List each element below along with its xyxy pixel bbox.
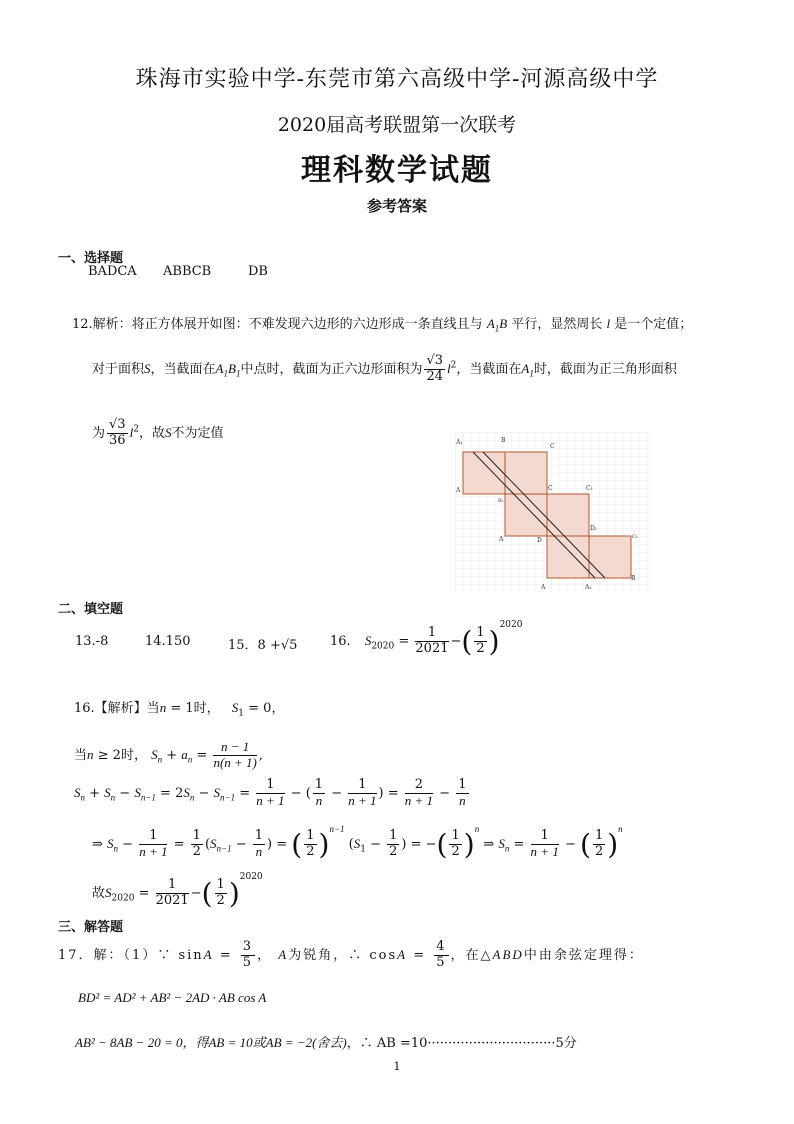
- answer-group-1: BADCA: [88, 264, 137, 279]
- label-c-top: C: [550, 443, 555, 450]
- school-names: 珠海市实验中学-东莞市第六高级中学-河源高级中学: [135, 67, 659, 92]
- label-b1: B₁: [498, 498, 504, 504]
- page-title: 理科数学试题: [301, 153, 493, 188]
- section3-heading: 三、解答题: [58, 920, 124, 935]
- section2-heading: 二、填空题: [58, 602, 124, 617]
- answer-14: 14.150: [145, 634, 191, 649]
- answer-group-3: DB: [248, 264, 268, 279]
- label-d-mid: D: [537, 537, 542, 544]
- label-a1-top: A₁: [456, 439, 463, 446]
- answer-13: 13.-8: [75, 634, 109, 649]
- q16-line3: $S_n + S_n - S_{n-1} = 2S_n - S_{n-1}$ = $\frac{1}{n + 1}$ − ( $\frac{1}{n}$ − $\frac{1}{n + 1}$ ) = $\frac{2}{n + 1}$ − $\frac{1}{n}$: [74, 777, 467, 808]
- fraction-sqrt3-36: $\frac{√3}{36}$: [109, 417, 126, 448]
- label-a-bottom: A: [541, 584, 546, 591]
- page-subtitle: 参考答案: [366, 197, 427, 215]
- q12-line2: 对于面积S，当截面在$A_1B_1$中点时，截面为正六边形面积为 $\frac{√3}{24}$ $l^2$，当截面在$A_1$时，截面为正三角形面积: [92, 353, 677, 384]
- cube-net-svg: [455, 432, 650, 592]
- q16-conclusion: 故$S_{2020}$ = $\frac{1}{2021}$ −( $\frac{1}{2}$ )$^{2020}$: [92, 872, 263, 910]
- label-a-mid: A: [499, 536, 504, 543]
- answer-16: 16. $S_{2020}$ = $\frac{1}{2021}$ −( $\frac{1}{2}$ )$^{2020}$: [330, 620, 523, 658]
- q16-line2: 当n ≥ 2时， $S_n + a_n$ = $\frac{n - 1}{n(n + 1)}$ ,: [74, 739, 264, 770]
- q16-line4: ⇒ $S_n$ − $\frac{1}{n + 1}$ = $\frac{1}{2}$ ($S_{n-1}$ − $\frac{1}{n}$ ) = ( $\frac{1}{2}$ )$^{n-1}$ ($S_1$ − $\frac{1}{2}$ ) = −( $\frac{1}{2}$ )$^n$ ⇒ $S_n$ = $\frac{1}{n + 1}$ − ( $\frac{1}{2}$ )$^n$: [92, 824, 623, 861]
- label-c-mid: C: [548, 485, 553, 492]
- cube-net-figure: [455, 432, 650, 592]
- q17-line1: 17．解：（1）∵ sinA = $\frac{3}{5}$ ， A为锐角，∴ cosA = $\frac{4}{5}$ ，在△ABD中由余弦定理得：: [58, 939, 644, 970]
- label-c1-mid: C₁: [586, 485, 593, 492]
- fraction-sqrt3-24: $\frac{√3}{24}$: [426, 353, 444, 384]
- label-d1: D₁: [590, 525, 598, 532]
- answer-group-2: ABBCB: [163, 264, 212, 279]
- q12-line1: 12.解析：将正方体展开如图：不难发现六边形的六边形成一条直线且与 $A_1B$ 平行，显然周长 l 是一个定值；: [72, 316, 693, 334]
- page-number: 1: [393, 1060, 401, 1073]
- label-b-top: B: [501, 437, 506, 444]
- label-a-left: A: [456, 487, 461, 494]
- q17-solve-line: AB² − 8AB − 20 = 0，得AB = 10或AB = −2(舍去)，∴ AB =10·······························5分: [75, 1035, 577, 1051]
- section1-heading: 一、选择题: [58, 251, 124, 266]
- label-c1-right: C₁: [632, 534, 638, 540]
- label-a1-bottom: A₁: [585, 584, 592, 591]
- q12-line3: 为 $\frac{√3}{36}$ $l^2$，故S不为定值: [92, 417, 224, 448]
- label-b-right: B: [631, 575, 636, 582]
- answer-15: 15．8 +√5: [228, 638, 298, 653]
- q17-cosine-law: BD² = AD² + AB² − 2AD · AB cos A: [78, 990, 267, 1005]
- exam-name: 2020届高考联盟第一次联考: [277, 114, 517, 136]
- q16-intro: 16.【解析】当n = 1时， $S_1 = 0$，: [74, 700, 285, 719]
